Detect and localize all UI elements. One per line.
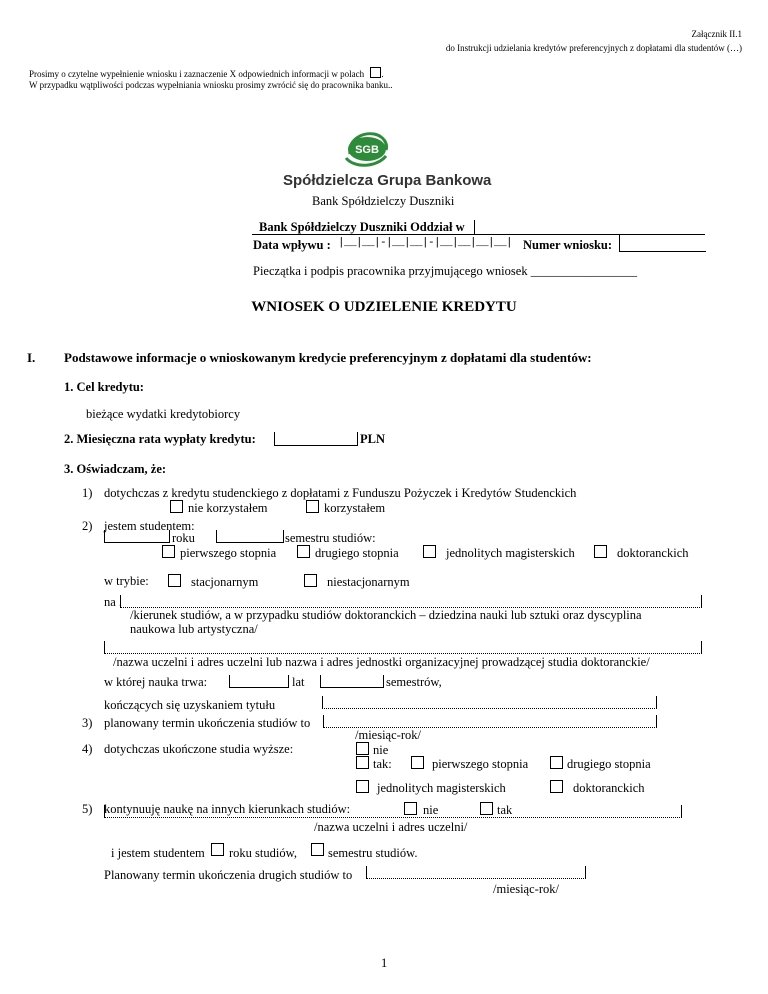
monthly-installment-input[interactable] [274,432,358,446]
not-used-checkbox[interactable] [170,500,183,513]
branch-label: Bank Spółdzielczy Duszniki Oddział w [259,220,465,234]
q1-value: bieżące wydatki kredytobiorcy [86,407,241,421]
sample-checkbox [370,67,381,78]
s1-option-used[interactable]: korzystałem [306,500,385,516]
instructions-line-2: W przypadku wątpliwości podczas wypełniania wniosku prosimy zwrócić się do pracownika banku.. [29,80,393,90]
s1-text: dotychczas z kredytu studenckiego z dopłatami z Funduszu Pożyczek i Kredytów Studenckich [104,486,577,500]
full-time-checkbox[interactable] [168,574,181,587]
logo-name: Spółdzielcza Grupa Bankowa [283,172,492,189]
s4-option-first-cycle[interactable]: pierwszego stopnia [411,756,528,772]
sgb-logo-icon [340,128,392,170]
field-caption: /kierunek studiów, a w przypadku studiów doktoranckich – dziedzina nauki lub sztuki oraz dyscyplina [130,608,642,622]
section-title: Podstawowe informacje o wnioskowanym kredycie preferencyjnym z dopłatami dla studentów: [64,350,592,365]
application-number-label: Numer wniosku: [523,238,613,252]
completed-no-checkbox[interactable] [356,742,369,755]
duration-semesters-input[interactable] [320,675,384,688]
duration-semesters-label: semestrów, [386,675,442,689]
doctoral-checkbox[interactable] [594,545,607,558]
stamp-signature-label: Pieczątka i podpis pracownika przyjmującego wniosek _________________ [253,264,637,278]
s3-caption: /miesiąc-rok/ [355,728,421,742]
logo-badge-text: SGB [355,144,379,156]
used-checkbox[interactable] [306,500,319,513]
s5-year-label: roku studiów, [229,846,297,860]
completed-second-cycle-checkbox[interactable] [550,756,563,769]
s5-number: 5) [82,802,93,816]
s4-option-no[interactable]: nie [356,742,388,758]
s4-text: dotychczas ukończone studia wyższe: [104,742,294,756]
duration-label: w której nauka trwa: [104,675,208,689]
s5-planned-label: Planowany termin ukończenia drugich studiów to [104,868,353,882]
degree-title-input[interactable] [322,696,657,709]
duration-years-label: lat [292,675,305,689]
field-caption-2: naukowa lub artystyczna/ [130,622,258,636]
graduation-date-input[interactable] [323,715,657,728]
application-number-input[interactable] [619,235,706,252]
year-of-study-input[interactable] [104,530,170,543]
s4-option-doctoral[interactable]: doktoranckich [550,780,645,796]
s1-number: 1) [82,486,93,500]
s4-option-second-cycle[interactable]: drugiego stopnia [550,756,651,772]
duration-years-input[interactable] [229,675,289,688]
s2-option-uniform-master[interactable]: jednolitych magisterskich [423,545,575,561]
s5-student-label: i jestem studentem [111,846,205,860]
q3-label: 3. Oświadczam, że: [64,462,167,476]
date-label: Data wpływu : [253,238,331,252]
other-year-input[interactable] [211,843,224,856]
s3-text: planowany termin ukończenia studiów to [104,716,311,730]
uniform-master-checkbox[interactable] [423,545,436,558]
s2-year-label: roku [172,531,195,545]
completed-doctoral-checkbox[interactable] [550,780,563,793]
q2-unit: PLN [360,432,385,446]
s5-option-no[interactable]: nie [404,802,438,818]
s5-text: kontynuuję naukę na innych kierunkach studiów: [104,802,351,816]
second-cycle-checkbox[interactable] [297,545,310,558]
branch-field-divider [474,220,475,234]
completed-yes-checkbox[interactable] [356,756,369,769]
s4-number: 4) [82,742,93,756]
other-semester-input[interactable] [311,843,324,856]
university-input[interactable] [104,641,702,654]
bank-name: Bank Spółdzielczy Duszniki [312,194,455,208]
mode-option-full-time[interactable]: stacjonarnym [168,574,258,590]
mode-label: w trybie: [104,574,149,588]
field-of-study-input[interactable] [120,595,702,608]
s4-option-yes[interactable]: tak: [356,756,392,772]
first-cycle-checkbox[interactable] [162,545,175,558]
completed-first-cycle-checkbox[interactable] [411,756,424,769]
s5-semester-label: semestru studiów. [328,846,418,860]
s2-text: jestem studentem: [104,519,195,533]
s2-option-first-cycle[interactable]: pierwszego stopnia [162,545,276,561]
field-prefix: na . [104,595,123,609]
completed-uniform-master-checkbox[interactable] [356,780,369,793]
s4-option-uniform-master[interactable]: jednolitych magisterskich [356,780,506,796]
date-input[interactable]: |__|__|-|__|__|-|__|__|__|__| [338,237,513,249]
page-number: 1 [381,956,388,970]
s2-option-second-cycle[interactable]: drugiego stopnia [297,545,399,561]
page-title: WNIOSEK O UDZIELENIE KREDYTU [251,299,517,315]
second-graduation-date-input[interactable] [366,866,586,879]
s3-number: 3) [82,716,93,730]
annex-reference: do Instrukcji udzielania kredytów preferencyjnych z dopłatami dla studentów (…) [445,43,742,53]
q1-label: 1. Cel kredytu: [64,380,144,394]
part-time-checkbox[interactable] [304,574,317,587]
s5-caption: /nazwa uczelni i adres uczelni/ [314,820,468,834]
s2-number: 2) [82,519,93,533]
annex-label: Załącznik II.1 [691,29,742,39]
section-number: I. [27,350,36,365]
other-university-input[interactable] [104,805,682,818]
s2-option-doctoral[interactable]: doktoranckich [594,545,689,561]
q2-label: 2. Miesięczna rata wypłaty kredytu: [64,432,256,446]
mode-option-part-time[interactable]: niestacjonarnym [304,574,410,590]
university-caption: /nazwa uczelni i adres uczelni lub nazwa i adres jednostki organizacyjnej prowadzącej studia doktoranckie/ [113,655,650,669]
s1-option-not-used[interactable]: nie korzystałem [170,500,268,516]
s5-caption-2: /miesiąc-rok/ [493,882,559,896]
instructions-line-1: Prosimy o czytelne wypełnienie wniosku i zaznaczenie X odpowiednich informacji w polach . [29,69,384,79]
semester-input[interactable] [216,530,284,543]
s2-semester-label: semestru studiów: [285,531,376,545]
degree-label: kończących się uzyskaniem tytułu [104,698,276,712]
s5-option-yes[interactable]: tak [480,802,512,818]
